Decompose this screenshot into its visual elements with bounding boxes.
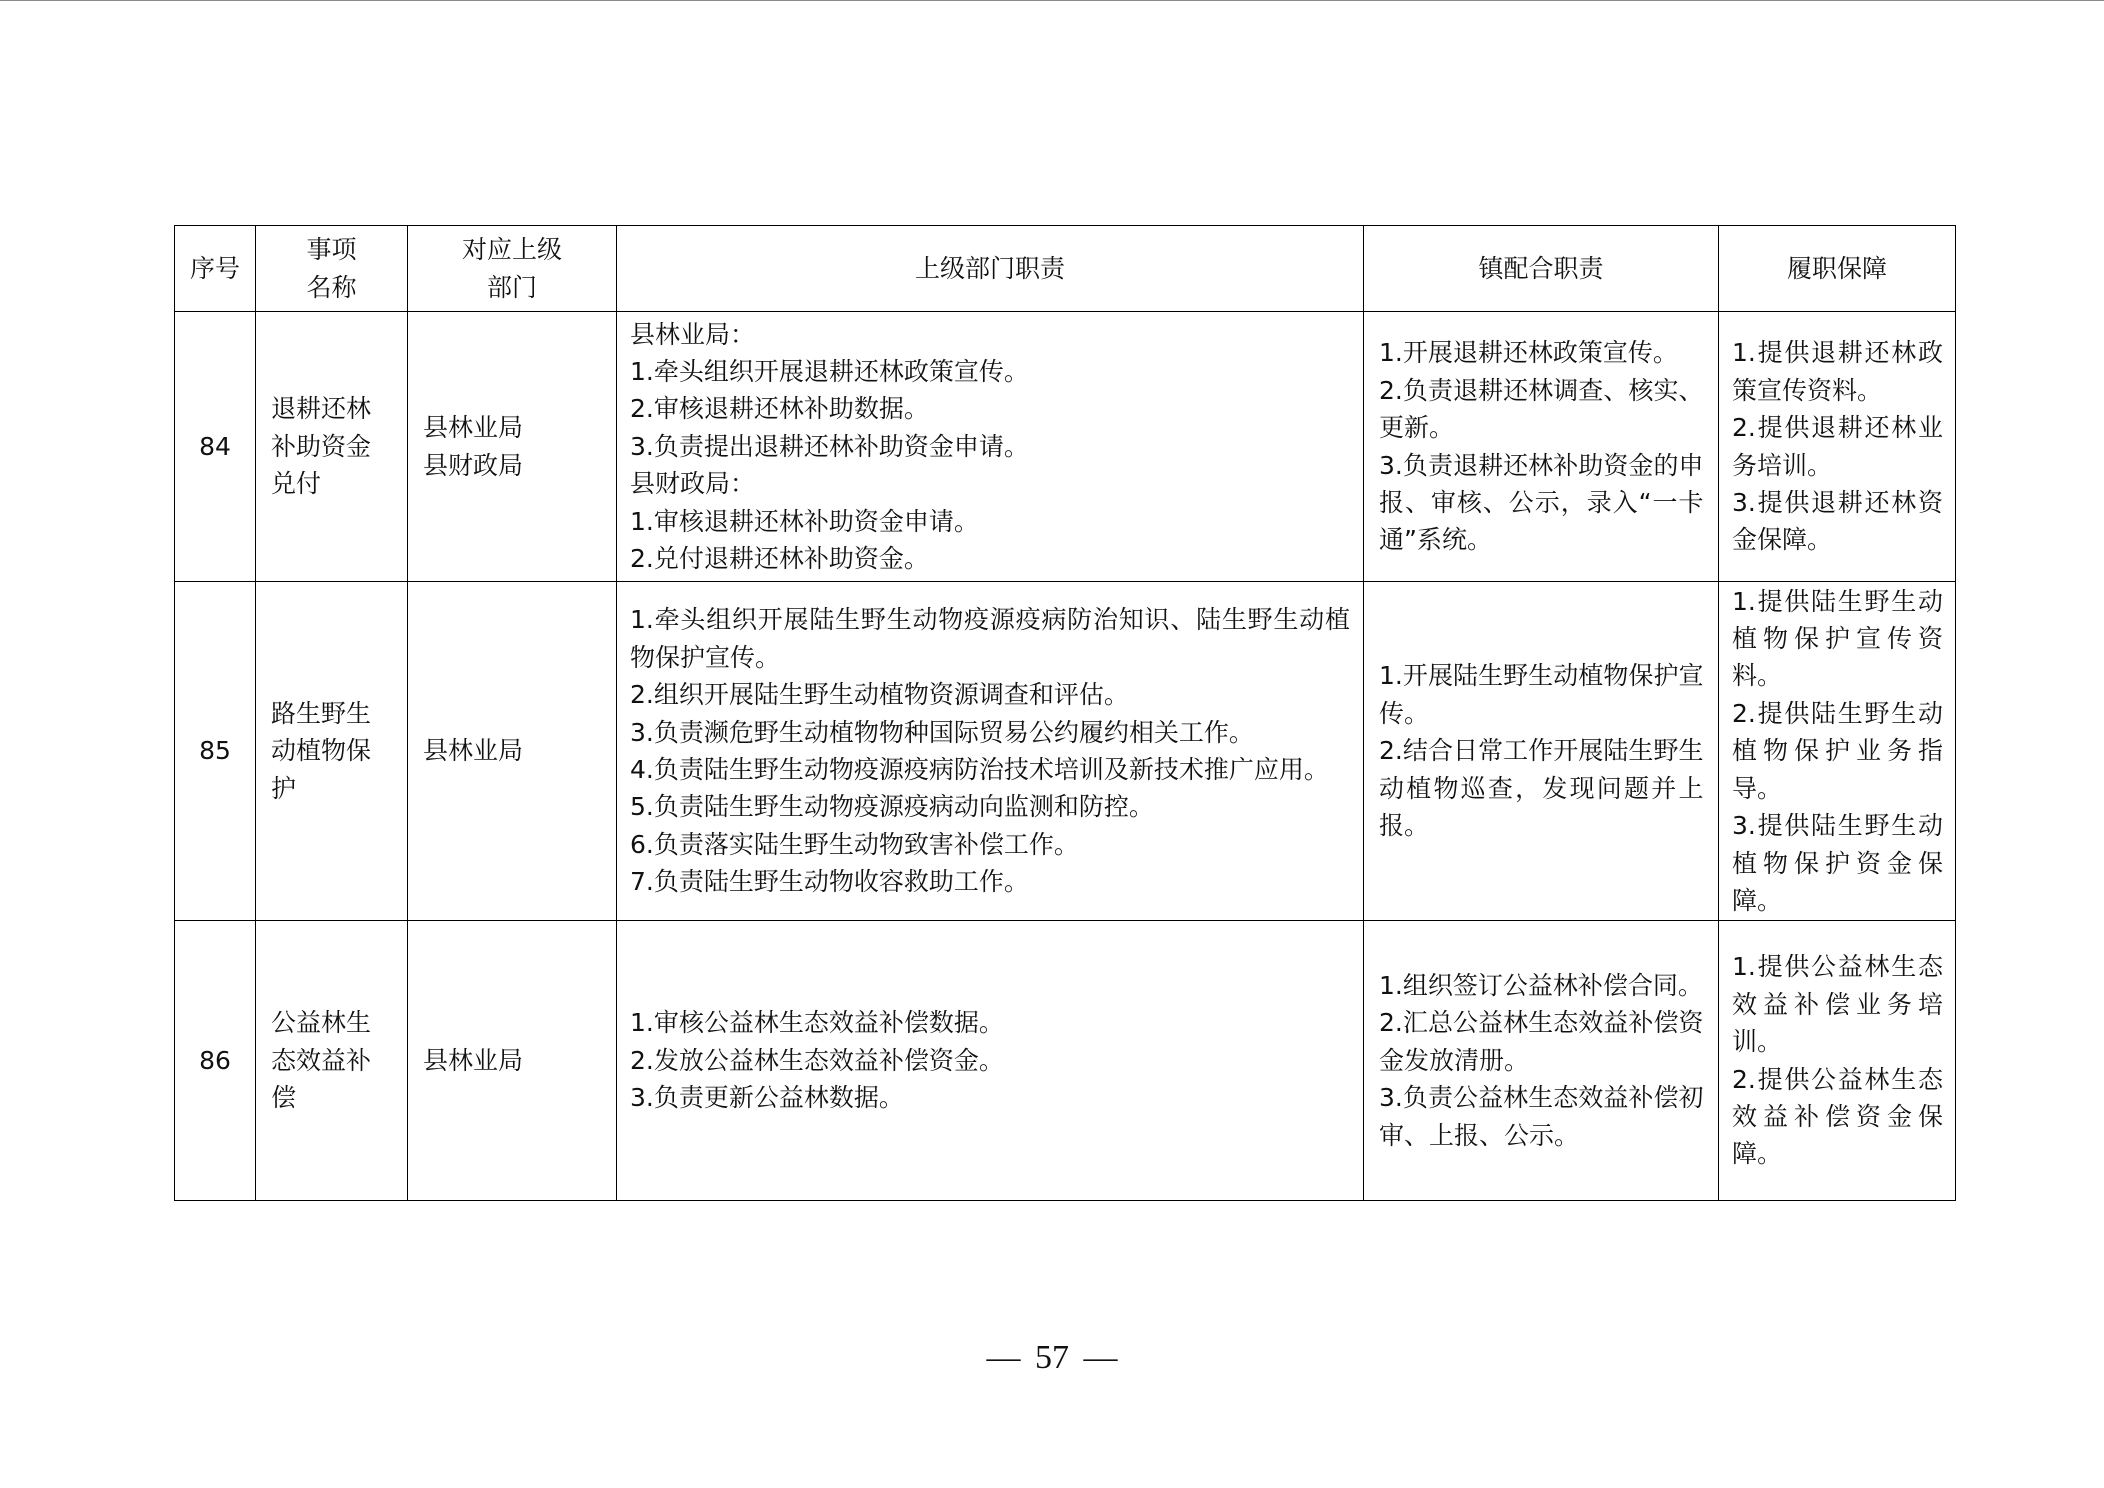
superior-duty-item: 5.负责陆生野生动物疫源疫病动向监测和防控。: [630, 792, 1154, 822]
guarantee-list: [1719, 948, 1943, 1172]
table-row: [175, 921, 1956, 1201]
header-superior-duties-label: 上级部门职责: [914, 253, 1065, 283]
item-name-cell: [256, 582, 408, 921]
row-index: 84: [199, 431, 231, 461]
superior-duty-item: 7.负责陆生野生动物收容救助工作。: [630, 867, 1029, 897]
table-header-row: [175, 226, 1956, 312]
superior-duty-item: 2.组织开展陆生野生动植物资源调查和评估。: [630, 680, 1129, 710]
superior-duty-item: 1.牵头组织开展陆生野生动物疫源疫病防治知识、陆生野生动植物保护宣传。: [630, 605, 1350, 672]
superior-duty-item: 2.发放公益林生态效益补偿资金。: [630, 1045, 1004, 1075]
page-number: — 57 —: [986, 1339, 1118, 1376]
superior-dept-cell: [408, 312, 617, 582]
guarantee-list: [1719, 583, 1943, 920]
town-duties-list: [1364, 657, 1704, 844]
superior-duty-item: 1.审核公益林生态效益补偿数据。: [630, 1008, 1004, 1038]
guarantee-item: 2.提供陆生野生动植物保护业务指导。: [1732, 698, 1943, 803]
town-duty-item: 1.开展陆生野生动植物保护宣传。: [1379, 661, 1704, 728]
item-name: 公益林生态效益补偿: [271, 1008, 372, 1113]
item-name-cell: [256, 312, 408, 582]
item-name-cell: [256, 921, 408, 1201]
superior-duties-cell: [617, 921, 1364, 1201]
guarantee-list: [1719, 334, 1943, 558]
row-index-cell: [175, 582, 256, 921]
superior-dept-list: [408, 409, 603, 484]
header-index-label: 序号: [189, 253, 240, 283]
town-duties-list: [1364, 334, 1704, 558]
superior-dept-cell: [408, 921, 617, 1201]
row-index: 85: [199, 736, 231, 766]
guarantee-item: 1.提供退耕还林政策宣传资料。: [1732, 338, 1943, 405]
superior-duties-list: [617, 601, 1350, 900]
superior-duties-list: [617, 316, 1350, 578]
town-duty-item: 1.组织签订公益林补偿合同。: [1379, 970, 1703, 1000]
row-index: 86: [199, 1045, 231, 1075]
header-index: [175, 226, 256, 312]
superior-dept-cell: [408, 582, 617, 921]
superior-dept-list: [408, 1042, 603, 1079]
superior-dept: 县林业局: [423, 413, 524, 443]
superior-dept: 县林业局: [423, 1045, 524, 1075]
header-town-duties-label: 镇配合职责: [1478, 253, 1604, 283]
header-guarantee-label: 履职保障: [1786, 253, 1887, 283]
town-duties-cell: [1364, 582, 1719, 921]
town-duty-item: 3.负责公益林生态效益补偿初审、上报、公示。: [1379, 1083, 1704, 1150]
town-duty-item: 1.开展退耕还林政策宣传。: [1379, 338, 1678, 368]
superior-duty-item: 3.负责濒危野生动植物物种国际贸易公约履约相关工作。: [630, 717, 1254, 747]
guarantee-item: 1.提供陆生野生动植物保护宣传资料。: [1732, 586, 1943, 691]
header-superior-dept-label: 对应上级 部门: [461, 235, 562, 302]
superior-dept: 县林业局: [423, 736, 524, 766]
header-item-name: [256, 226, 408, 312]
town-duty-item: 2.汇总公益林生态效益补偿资金发放清册。: [1379, 1008, 1704, 1075]
superior-duty-item: 2.兑付退耕还林补助资金。: [630, 544, 929, 574]
guarantee-item: 2.提供公益林生态效益补偿资金保障。: [1732, 1064, 1943, 1169]
town-duties-cell: [1364, 921, 1719, 1201]
row-index-cell: [175, 312, 256, 582]
guarantee-cell: [1719, 921, 1956, 1201]
guarantee-cell: [1719, 582, 1956, 921]
superior-duty-item: 县财政局：: [630, 469, 756, 499]
town-duties-cell: [1364, 312, 1719, 582]
row-index-cell: [175, 921, 256, 1201]
item-name: 路生野生动植物保护: [271, 698, 372, 803]
superior-duties-cell: [617, 312, 1364, 582]
header-superior-duties: [617, 226, 1364, 312]
table-row: [175, 312, 1956, 582]
superior-duties-list: [617, 1004, 1350, 1116]
superior-duty-item: 2.审核退耕还林补助数据。: [630, 394, 929, 424]
guarantee-item: 3.提供陆生野生动植物保护资金保障。: [1732, 811, 1943, 915]
superior-dept: 县财政局: [423, 450, 524, 480]
header-guarantee: [1719, 226, 1956, 312]
duties-table: [174, 225, 1956, 1201]
town-duty-item: 2.结合日常工作开展陆生野生动植物巡查，发现问题并上报。: [1379, 736, 1704, 841]
superior-duties-cell: [617, 582, 1364, 921]
town-duty-item: 3.负责退耕还林补助资金的申报、审核、公示，录入“一卡通”系统。: [1379, 450, 1704, 555]
superior-duty-item: 1.牵头组织开展退耕还林政策宣传。: [630, 356, 1029, 386]
header-superior-dept: [408, 226, 617, 312]
superior-duty-item: 6.负责落实陆生野生动物致害补偿工作。: [630, 829, 1079, 859]
superior-dept-list: [408, 732, 603, 769]
item-name: 退耕还林补助资金兑付: [271, 394, 372, 499]
table-row: [175, 582, 1956, 921]
superior-duty-item: 县林业局：: [630, 319, 756, 349]
superior-duty-item: 4.负责陆生野生动物疫源疫病防治技术培训及新技术推广应用。: [630, 755, 1329, 784]
superior-duty-item: 3.负责更新公益林数据。: [630, 1083, 904, 1113]
town-duty-item: 2.负责退耕还林调查、核实、更新。: [1379, 375, 1704, 443]
guarantee-item: 3.提供退耕还林资金保障。: [1732, 487, 1943, 555]
guarantee-cell: [1719, 312, 1956, 582]
superior-duty-item: 1.审核退耕还林补助资金申请。: [630, 506, 979, 536]
guarantee-item: 1.提供公益林生态效益补偿业务培训。: [1732, 952, 1943, 1057]
header-item-name-label: 事项 名称: [306, 235, 357, 302]
page-top-border: [0, 0, 2104, 1]
superior-duty-item: 3.负责提出退耕还林补助资金申请。: [630, 431, 1029, 461]
header-town-duties: [1364, 226, 1719, 312]
guarantee-item: 2.提供退耕还林业务培训。: [1732, 413, 1943, 480]
town-duties-list: [1364, 967, 1704, 1154]
